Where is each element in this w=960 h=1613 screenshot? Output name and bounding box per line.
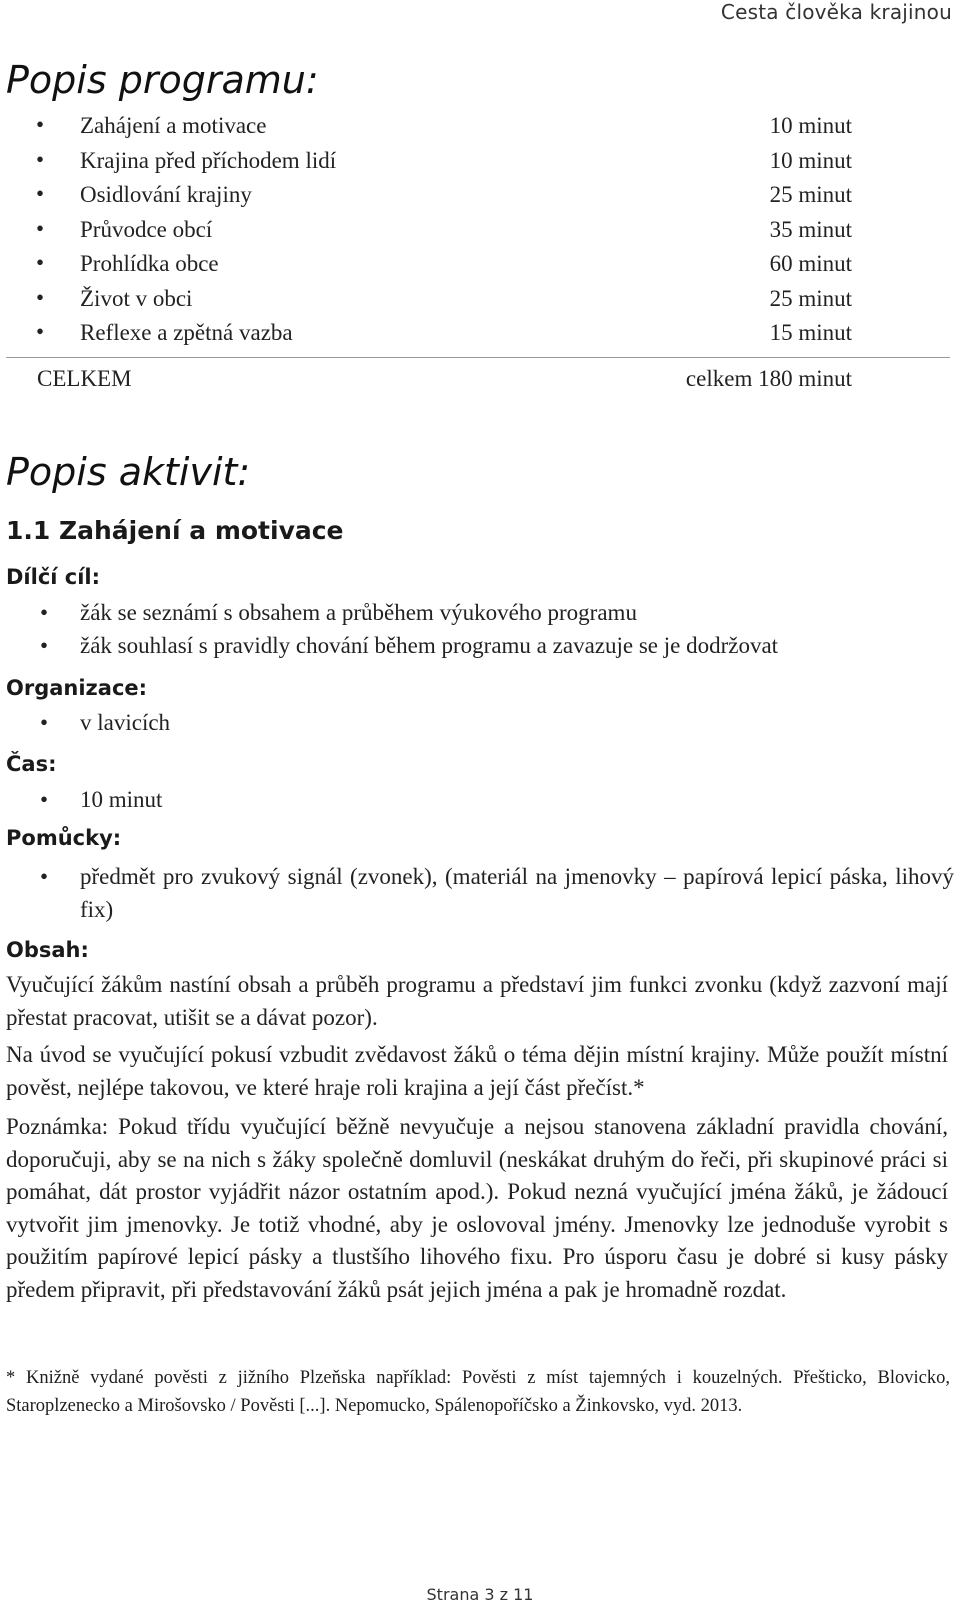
organization-label: Organizace: [6,676,148,700]
bullet-icon: • [40,787,49,812]
program-item: • Průvodce obcí 35 minut [36,215,852,242]
organization-list [36,706,956,739]
program-item: • Život v obci 25 minut [36,284,852,311]
program-item: • Zahájení a motivace 10 minut [36,112,852,138]
activities-heading: Popis aktivit: [6,450,251,494]
list-item: • předmět pro zvukový signál (zvonek), (materiál na jmenovky – papírová lepicí páska, lihový fix) [36,860,954,926]
program-heading: Popis programu: [6,58,319,102]
list-item: • v lavicích [36,706,956,739]
bullet-icon: • [36,319,45,344]
document-header-title: Cesta člověka krajinou [720,0,952,24]
tools-list [36,860,954,926]
total-divider [6,357,950,358]
time-list [36,783,956,816]
total-value: celkem 180 minut [685,366,852,391]
program-item: • Reflexe a zpětná vazba 15 minut [36,319,852,345]
content-paragraph-note: Poznámka: Pokud třídu vyučující běžně nevyučuje a nejsou stanovena základní pravidla chování, doporučuji, aby se na nich s žáky společně domluvil (neskákat druhým do řeči, při skupinové práci si pomáhat, dát prostor vyjádřit názor ostatním apod.). Pokud nezná vyučující jména žáků, je žádoucí vytvořit jim jmenovky. Je totiž vhodné, aby je oslovoval jmény. Jmenovky lze jednoduše vyrobit s použitím papírové lepicí pásky a tlustšího lihového fixu. Pro úsporu času je dobré si kusy pásky předem připravit, při představování žáků psát jejich jména a pak je hromadně rozdat. [6,1114,948,1302]
program-item: • Krajina před příchodem lidí 10 minut [36,146,852,173]
section-title: 1.1 Zahájení a motivace [6,516,344,545]
bullet-icon: • [40,600,49,625]
goal-label: Dílčí cíl: [6,565,101,589]
time-label: Čas: [6,752,57,776]
bullet-icon: • [40,864,49,889]
total-label: CELKEM [37,366,132,391]
footnote: * Knižně vydané pověsti z jižního Plzeňska například: Pověsti z míst tajemných i kouzelných. Přešticko, Blovicko, Staroplzenecko a Mirošovsko / Pověsti [...]. Nepomucko, Spálenopoříčsko a Žinkovsko, vyd. 2013. [6,1368,950,1416]
tools-label: Pomůcky: [6,826,122,850]
bullet-icon: • [36,112,45,137]
goal-list [36,596,956,662]
program-list [36,113,852,355]
program-item: • Osidlování krajiny 25 minut [36,181,852,207]
bullet-icon: • [36,146,45,172]
bullet-icon: • [36,284,45,310]
content-paragraph-1: Vyučující žákům nastíní obsah a průběh programu a představí jim funkci zvonku (když zazvoní mají přestat pracovat, utišit se a dávat pozor). [6,972,948,1030]
program-item: • Prohlídka obce 60 minut [36,250,852,276]
bullet-icon: • [40,710,49,735]
bullet-icon: • [36,181,45,206]
bullet-icon: • [40,633,49,658]
bullet-icon: • [36,215,45,241]
page-number: Strana 3 z 11 [426,1585,534,1604]
list-item: • žák souhlasí s pravidly chování během programu a zavazuje se je dodržovat [36,629,956,662]
bullet-icon: • [36,250,45,275]
list-item: • 10 minut [36,783,956,816]
content-paragraph-2: Na úvod se vyučující pokusí vzbudit zvědavost žáků o téma dějin místní krajiny. Může použít místní pověst, nejlépe takovou, ve které hraje roli krajina a její část přečíst.* [6,1042,948,1100]
list-item: • žák se seznámí s obsahem a průběhem výukového programu [36,596,956,629]
content-label: Obsah: [6,938,89,962]
